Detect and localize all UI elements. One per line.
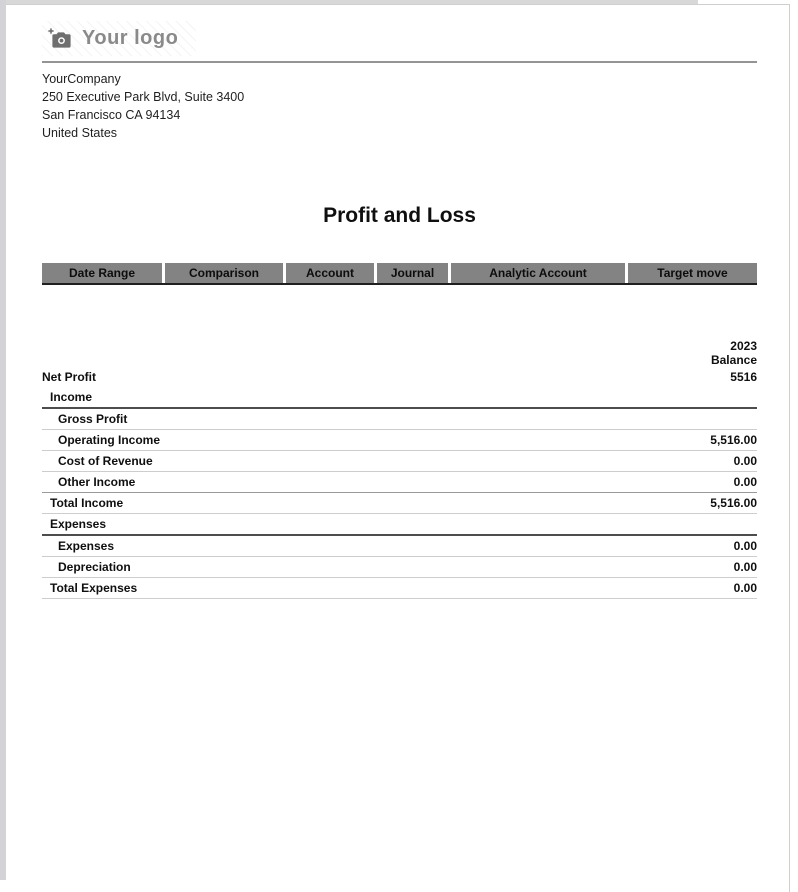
row-label: Depreciation <box>58 560 131 574</box>
row-value: 5,516.00 <box>710 496 757 510</box>
filter-target-move: Target move <box>628 263 757 283</box>
report-row <box>42 387 757 409</box>
row-value: 5,516.00 <box>710 433 757 447</box>
report-page <box>6 4 790 892</box>
filter-analytic-account: Analytic Account <box>451 263 625 283</box>
row-label: Gross Profit <box>58 412 128 426</box>
report-row <box>42 557 757 578</box>
row-label: Expenses <box>50 517 107 531</box>
row-label: Net Profit <box>42 370 96 384</box>
viewer-left-strip <box>0 0 6 880</box>
row-value: 0.00 <box>733 581 757 595</box>
row-label: Total Expenses <box>50 581 138 595</box>
report-rows <box>42 367 757 599</box>
column-header-period: 2023 <box>730 339 757 353</box>
row-value: 0.00 <box>733 539 757 553</box>
filter-date-range: Date Range <box>42 263 162 283</box>
row-value: 0.00 <box>733 475 757 489</box>
report-row <box>42 514 757 536</box>
address-line-3: United States <box>42 126 118 140</box>
filter-bar <box>42 263 757 285</box>
row-label: Income <box>50 390 93 404</box>
report-row <box>42 578 757 599</box>
report-row <box>42 493 757 514</box>
row-value: 0.00 <box>733 454 757 468</box>
report-row <box>42 472 757 493</box>
filter-journal: Journal <box>377 263 448 283</box>
row-label: Total Income <box>50 496 124 510</box>
report-row <box>42 409 757 430</box>
report-row <box>42 451 757 472</box>
row-label: Operating Income <box>58 433 161 447</box>
row-value: 0.00 <box>733 560 757 574</box>
camera-plus-icon <box>48 28 72 50</box>
filter-comparison: Comparison <box>165 263 283 283</box>
company-address <box>42 70 757 142</box>
logo-text: Your logo <box>82 27 179 49</box>
report-row <box>42 430 757 451</box>
company-name: YourCompany <box>42 72 121 86</box>
row-label: Other Income <box>58 475 136 489</box>
report-title: Profit and Loss <box>323 204 476 227</box>
report-table <box>42 339 757 599</box>
report-row <box>42 536 757 557</box>
company-logo <box>42 21 196 56</box>
column-header-balance: Balance <box>710 353 757 367</box>
row-label: Expenses <box>58 539 115 553</box>
company-header <box>42 21 757 63</box>
address-line-2: San Francisco CA 94134 <box>42 108 181 122</box>
column-headers <box>42 339 757 367</box>
filter-account: Account <box>286 263 374 283</box>
report-row <box>42 367 757 387</box>
address-line-1: 250 Executive Park Blvd, Suite 3400 <box>42 90 245 104</box>
row-value: 5516 <box>730 370 757 384</box>
row-label: Cost of Revenue <box>58 454 153 468</box>
